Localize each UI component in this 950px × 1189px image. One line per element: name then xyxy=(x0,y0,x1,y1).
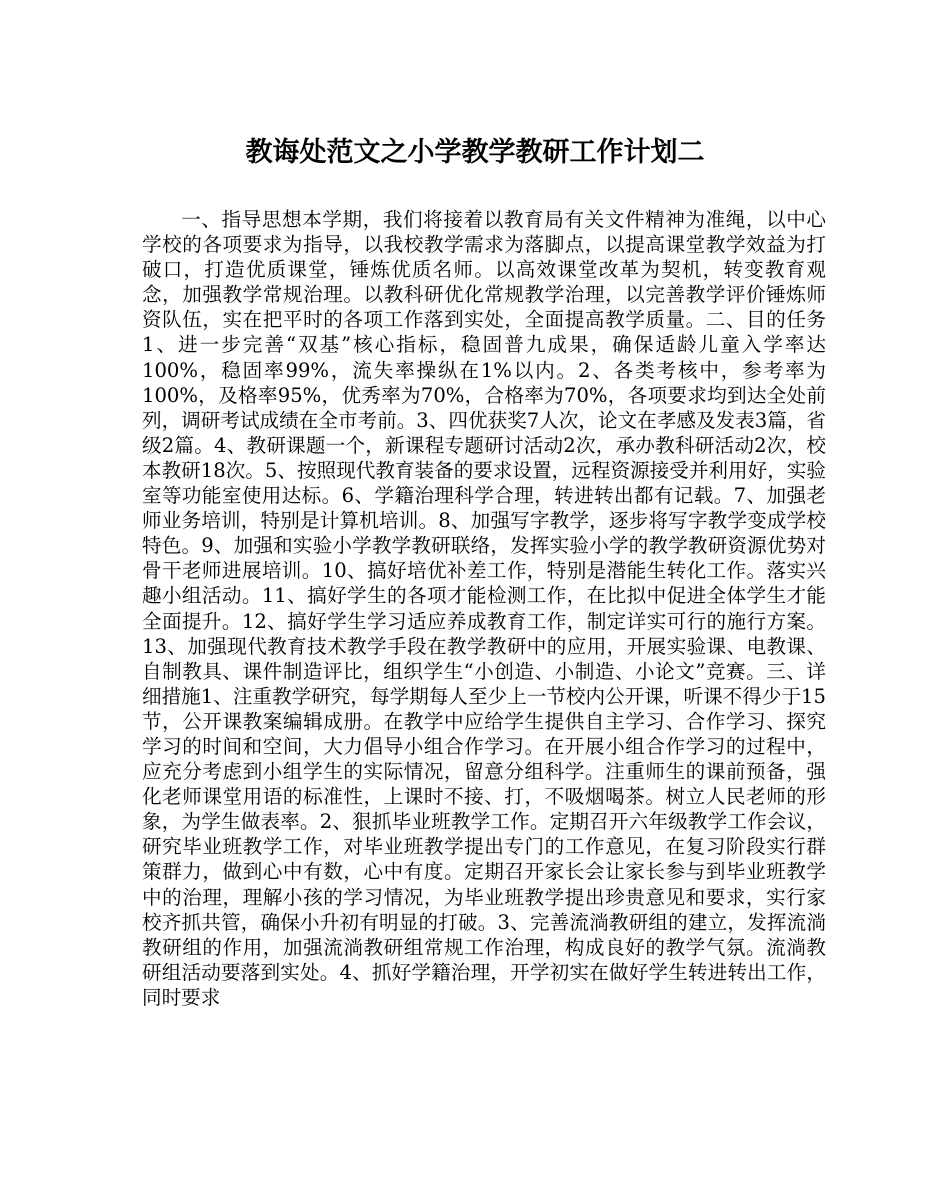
document-body: 一、指导思想本学期，我们将接着以教育局有关文件精神为准绳，以中心学校的各项要求为指导，以我校教学需求为落脚点，以提高课堂教学效益为打破口，打造优质课堂，锤炼优质名师。以高效课堂改革为契机，转变教育观念，加强教学常规治理。以教科研优化常规教学治理，以完善教学评价锤炼师资队伍，实在把平时的各项工作落到实处，全面提高教学质量。二、目的任务1、进一步完善“双基”核心指标，稳固普九成果，确保适龄儿童入学率达100%，稳固率99%，流失率操纵在1%以内。2、各类考核中，参考率为100%，及格率95%，优秀率为70%，合格率为70%，各项要求均到达全处前列，调研考试成绩在全市考前。3、四优获奖7人次，论文在孝感及发表3篇，省级2篇。4、教研课题一个，新课程专题研讨活动2次，承办教科研活动2次，校本教研18次。5、按照现代教育装备的要求设置，远程资源接受并利用好，实验室等功能室使用达标。6、学籍治理科学合理，转进转出都有记载。7、加强老师业务培训，特别是计算机培训。8、加强写字教学，逐步将写字教学变成学校特色。9、加强和实验小学教学教研联络，发挥实验小学的教学教研资源优势对骨干老师进展培训。10、搞好培优补差工作，特别是潜能生转化工作。落实兴趣小组活动。11、搞好学生的各项才能检测工作，在比拟中促进全体学生才能全面提升。12、搞好学生学习适应养成教育工作，制定详实可行的施行方案。13、加强现代教育技术教学手段在教学教研中的应用，开展实验课、电教课、自制教具、课件制造评比，组织学生“小创造、小制造、小论文”竞赛。三、详细措施1、注重教学研究，每学期每人至少上一节校内公开课，听课不得少于15节，公开课教案编辑成册。在教学中应给学生提供自主学习、合作学习、探究学习的时间和空间，大力倡导小组合作学习。在开展小组合作学习的过程中，应充分考虑到小组学生的实际情况，留意分组科学。注重师生的课前预备，强化老师课堂用语的标准性，上课时不接、打，不吸烟喝茶。树立人民老师的形象，为学生做表率。2、狠抓毕业班教学工作。定期召开六年级教学工作会议，研究毕业班教学工作，对毕业班教学提出专门的工作意见，在复习阶段实行群策群力，做到心中有数，心中有度。定期召开家长会让家长参与到毕业班教学中的治理，理解小孩的学习情况，为毕业班教学提出珍贵意见和要求，实行家校齐抓共管，确保小升初有明显的打破。3、完善流淌教研组的建立，发挥流淌教研组的作用，加强流淌教研组常规工作治理，构成良好的教学气氛。流淌教研组活动要落到实处。4、抓好学籍治理，开学初实在做好学生转进转出工作，同时要求 xyxy=(142,208,826,1009)
document-title: 教诲处范文之小学教学教研工作计划二 xyxy=(245,137,705,168)
